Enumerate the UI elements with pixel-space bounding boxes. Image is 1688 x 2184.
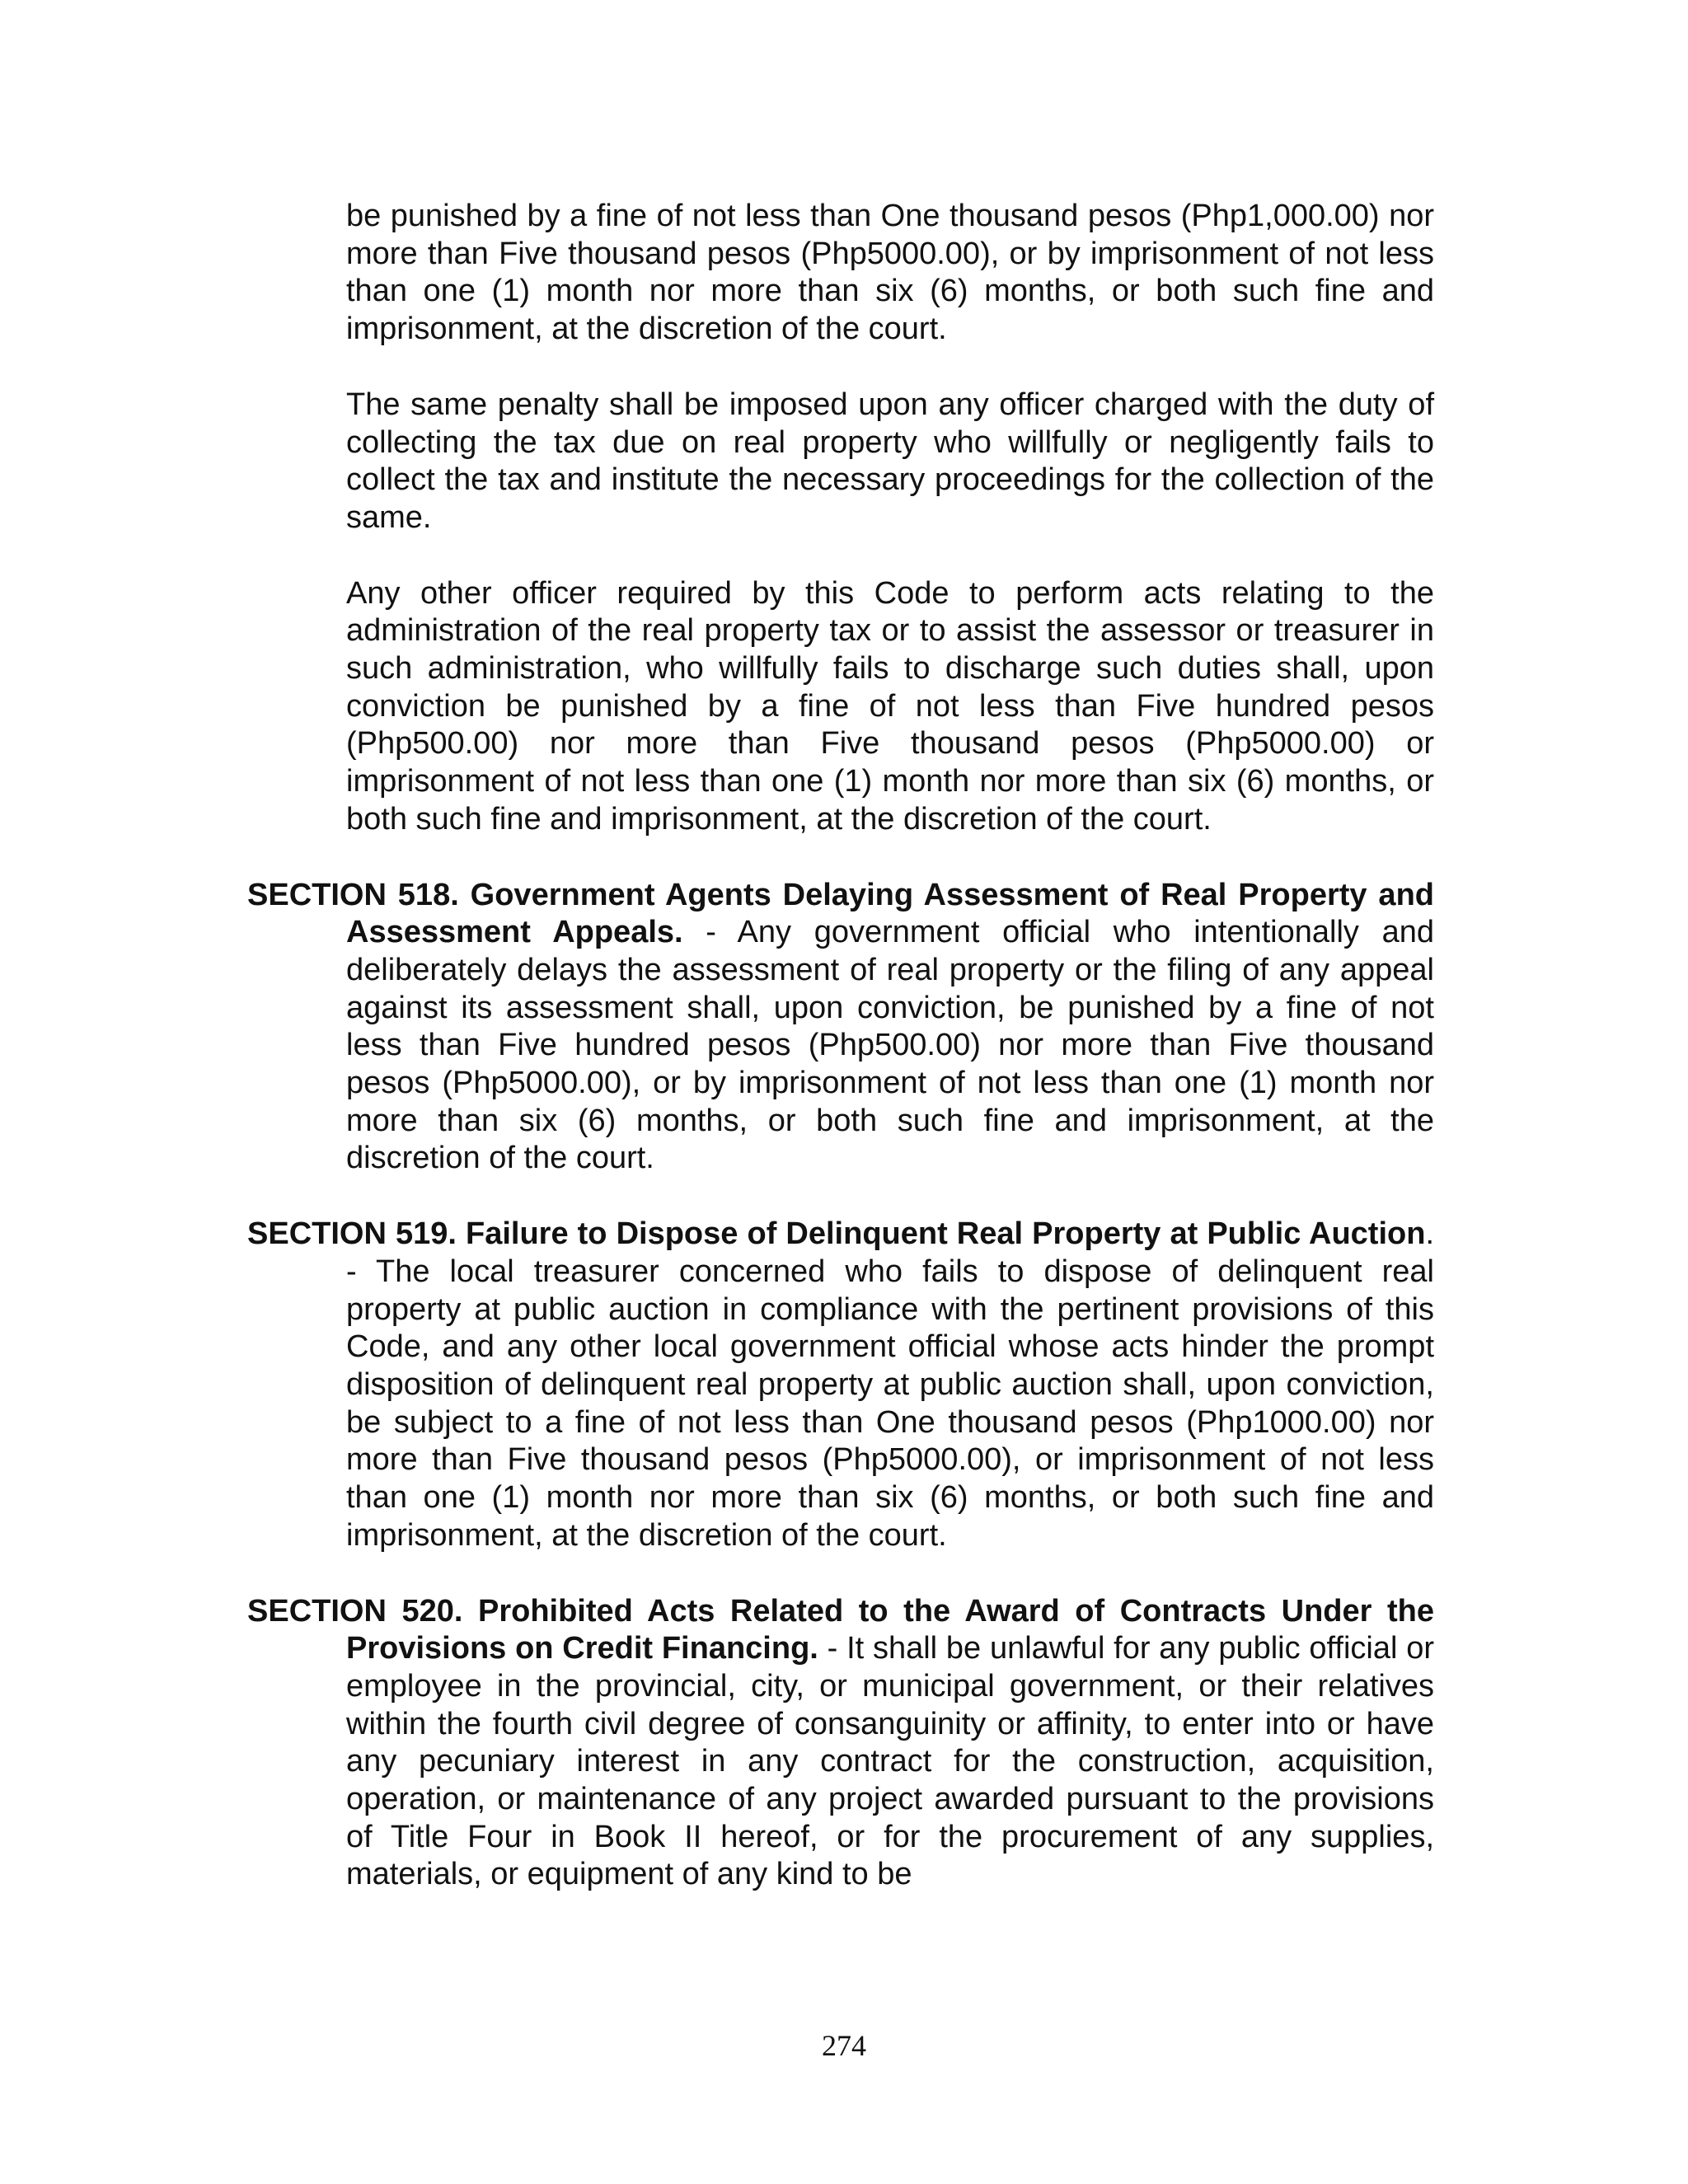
section-518-body: - Any government official who intentionally and deliberately delays the assessment of real property or the filing of any appeal against its assessment shall, upon conviction, be punished by a fine of not less than Five hundred pesos (Php500.00) nor more than Five thousand pesos (Php5000.00), or by imprisonment of not less than one (1) month nor more than six (6) months, or both such fine and imprisonment, at the discretion of the court. [346,915,1434,1176]
section-519-heading: SECTION 519. Failure to Dispose of Delinquent Real Property at Public Auction [247,1216,1426,1252]
section-519-body: . - The local treasurer concerned who fails to dispose of delinquent real property at public auction in compliance with the pertinent provisions of this Code, and any other local government official whose acts hinder the prompt disposition of delinquent real property at public auction shall, upon conviction, be subject to a fine of not less than One thousand pesos (Php1000.00) nor more than Five thousand pesos (Php5000.00), or imprisonment of not less than one (1) month nor more than six (6) months, or both such fine and imprisonment, at the discretion of the court. [346,1216,1434,1553]
section-519 [247,1216,1434,1554]
paragraph-continued-penalty: be punished by a fine of not less than One thousand pesos (Php1,000.00) nor more than Five thousand pesos (Php5000.00), or by imprisonment of not less than one (1) month nor more than six (6) months, or both such fine and imprisonment, at the discretion of the court. [346,199,1434,347]
page-body [247,198,1434,1932]
section-518 [247,877,1434,1179]
section-518-heading: SECTION 518. Government Agents Delaying Assessment of Real Property and Assessment Appeals. [247,877,1434,950]
page-number: 274 [822,2029,866,2062]
section-520-body: - It shall be unlawful for any public official or employee in the provincial, city, or municipal government, or their relatives within the fourth civil degree of consanguinity or affinity, to enter into or have any pecuniary interest in any contract for the construction, acquisition, operation, or maintenance of any project awarded pursuant to the provisions of Title Four in Book II hereof, or for the procurement of any supplies, materials, or equipment of any kind to be [346,1631,1435,1892]
section-520-heading: SECTION 520. Prohibited Acts Related to the Award of Contracts Under the Provisions on Credit Financing. [247,1593,1434,1666]
paragraph-collecting-officer-penalty: The same penalty shall be imposed upon any officer charged with the duty of collecting the tax due on real property who willfully or negligently fails to collect the tax and institute the necessary proceedings for the collection of the same. [346,387,1434,535]
section-520 [247,1593,1434,1895]
paragraph-other-officer-penalty: Any other officer required by this Code to perform acts relating to the administration of the real property tax or to assist the assessor or treasurer in such administration, who willfully fails to discharge such duties shall, upon conviction be punished by a fine of not less than Five hundred pesos (Php500.00) nor more than Five thousand pesos (Php5000.00) or imprisonment of not less than one (1) month nor more than six (6) months, or both such fine and imprisonment, at the discretion of the court. [346,575,1434,837]
